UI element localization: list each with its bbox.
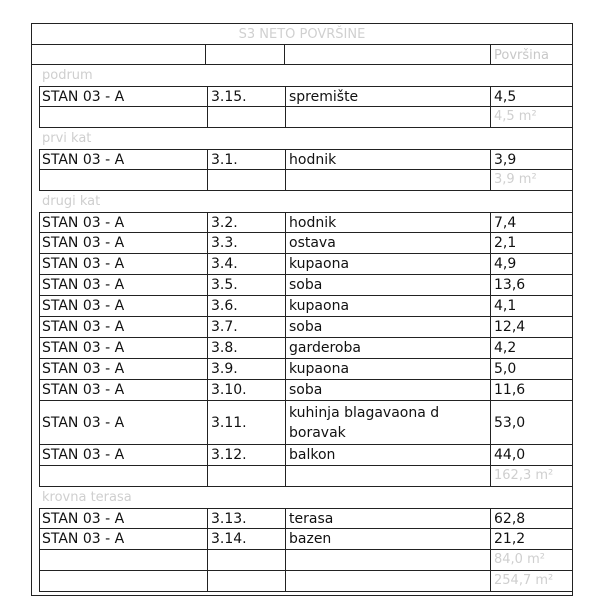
- unit-cell: STAN 03 - A: [42, 531, 125, 547]
- unit-cell: STAN 03 - A: [42, 277, 125, 293]
- unit-cell: STAN 03 - A: [42, 89, 125, 105]
- area-cell: 13,6: [490, 275, 572, 295]
- room-name-cell: kuhinja blagavaona d boravak: [285, 401, 490, 444]
- room-code-cell: 3.3.: [207, 233, 285, 253]
- unit-cell: STAN 03 - A: [42, 511, 125, 527]
- section-heading: krovna terasa: [31, 487, 573, 508]
- subtotal-row: [31, 170, 573, 191]
- unit-cell: STAN 03 - A: [42, 447, 125, 463]
- table-row: [31, 233, 573, 254]
- section-heading: prvi kat: [31, 128, 573, 149]
- area-cell: 53,0: [490, 401, 572, 444]
- room-name-cell: terasa: [285, 509, 490, 528]
- section-heading: podrum: [31, 65, 573, 86]
- room-name-cell: spremište: [285, 87, 490, 106]
- room-code-cell: 3.13.: [207, 509, 285, 528]
- room-name-cell: hodnik: [285, 213, 490, 232]
- area-cell: 21,2: [490, 529, 572, 549]
- subtotal-value: 162,3 m²: [490, 466, 572, 486]
- subtotal-row: [31, 466, 573, 487]
- area-cell: 62,8: [490, 509, 572, 528]
- room-code-cell: 3.15.: [207, 87, 285, 106]
- table-row: [31, 508, 573, 529]
- area-cell: 4,5: [490, 87, 572, 106]
- table-row: [31, 212, 573, 233]
- room-code-cell: 3.5.: [207, 275, 285, 295]
- room-code-cell: 3.6.: [207, 296, 285, 316]
- room-code-cell: 3.2.: [207, 213, 285, 232]
- room-name-cell: garderoba: [285, 338, 490, 358]
- unit-cell: STAN 03 - A: [42, 235, 125, 251]
- room-code-cell: 3.11.: [207, 401, 285, 444]
- area-cell: 4,9: [490, 254, 572, 274]
- room-name-cell: ostava: [285, 233, 490, 253]
- area-cell: 4,1: [490, 296, 572, 316]
- area-cell: 2,1: [490, 233, 572, 253]
- room-name-cell: soba: [285, 275, 490, 295]
- room-name-cell: soba: [285, 380, 490, 400]
- area-cell: 7,4: [490, 213, 572, 232]
- unit-cell: STAN 03 - A: [42, 215, 125, 231]
- area-column-header: Površina: [494, 48, 549, 63]
- table-row: [31, 380, 573, 401]
- unit-cell: STAN 03 - A: [42, 415, 125, 431]
- table-row: [31, 359, 573, 380]
- table-row: [31, 445, 573, 466]
- section-heading: drugi kat: [31, 191, 573, 212]
- area-cell: 5,0: [490, 359, 572, 379]
- subtotal-value: 84,0 m²: [490, 550, 572, 570]
- table-row: [31, 317, 573, 338]
- subtotal-value: 4,5 m²: [490, 107, 572, 127]
- room-name-cell: balkon: [285, 445, 490, 465]
- table-body: [31, 65, 573, 571]
- unit-cell: STAN 03 - A: [42, 361, 125, 377]
- grand-total-value: 254,7 m²: [490, 571, 572, 591]
- unit-cell: STAN 03 - A: [42, 298, 125, 314]
- unit-cell: STAN 03 - A: [42, 340, 125, 356]
- room-code-cell: 3.4.: [207, 254, 285, 274]
- table-row: [31, 254, 573, 275]
- table-title: S3 NETO POVRŠINE: [31, 23, 573, 44]
- unit-cell: STAN 03 - A: [42, 152, 125, 168]
- room-code-cell: 3.8.: [207, 338, 285, 358]
- unit-cell: STAN 03 - A: [42, 382, 125, 398]
- room-name-cell: soba: [285, 317, 490, 337]
- table-header-row: [31, 44, 573, 65]
- grand-total-row: [31, 571, 573, 592]
- table-row: [31, 338, 573, 359]
- table-row: [31, 86, 573, 107]
- area-table: [31, 23, 573, 596]
- room-name-cell: kupaona: [285, 254, 490, 274]
- room-code-cell: 3.1.: [207, 150, 285, 169]
- subtotal-row: [31, 550, 573, 571]
- table-row: [31, 296, 573, 317]
- room-name-cell: kupaona: [285, 296, 490, 316]
- area-cell: 12,4: [490, 317, 572, 337]
- area-cell: 3,9: [490, 150, 572, 169]
- room-code-cell: 3.9.: [207, 359, 285, 379]
- table-row: [31, 149, 573, 170]
- area-cell: 11,6: [490, 380, 572, 400]
- unit-cell: STAN 03 - A: [42, 319, 125, 335]
- room-name-cell: hodnik: [285, 150, 490, 169]
- table-row: [31, 401, 573, 445]
- room-code-cell: 3.10.: [207, 380, 285, 400]
- area-cell: 44,0: [490, 445, 572, 465]
- room-name-cell: bazen: [285, 529, 490, 549]
- table-row: [31, 275, 573, 296]
- room-name-cell: kupaona: [285, 359, 490, 379]
- area-cell: 4,2: [490, 338, 572, 358]
- unit-cell: STAN 03 - A: [42, 256, 125, 272]
- subtotal-row: [31, 107, 573, 128]
- room-code-cell: 3.12.: [207, 445, 285, 465]
- subtotal-value: 3,9 m²: [490, 170, 572, 190]
- room-code-cell: 3.14.: [207, 529, 285, 549]
- table-row: [31, 529, 573, 550]
- room-code-cell: 3.7.: [207, 317, 285, 337]
